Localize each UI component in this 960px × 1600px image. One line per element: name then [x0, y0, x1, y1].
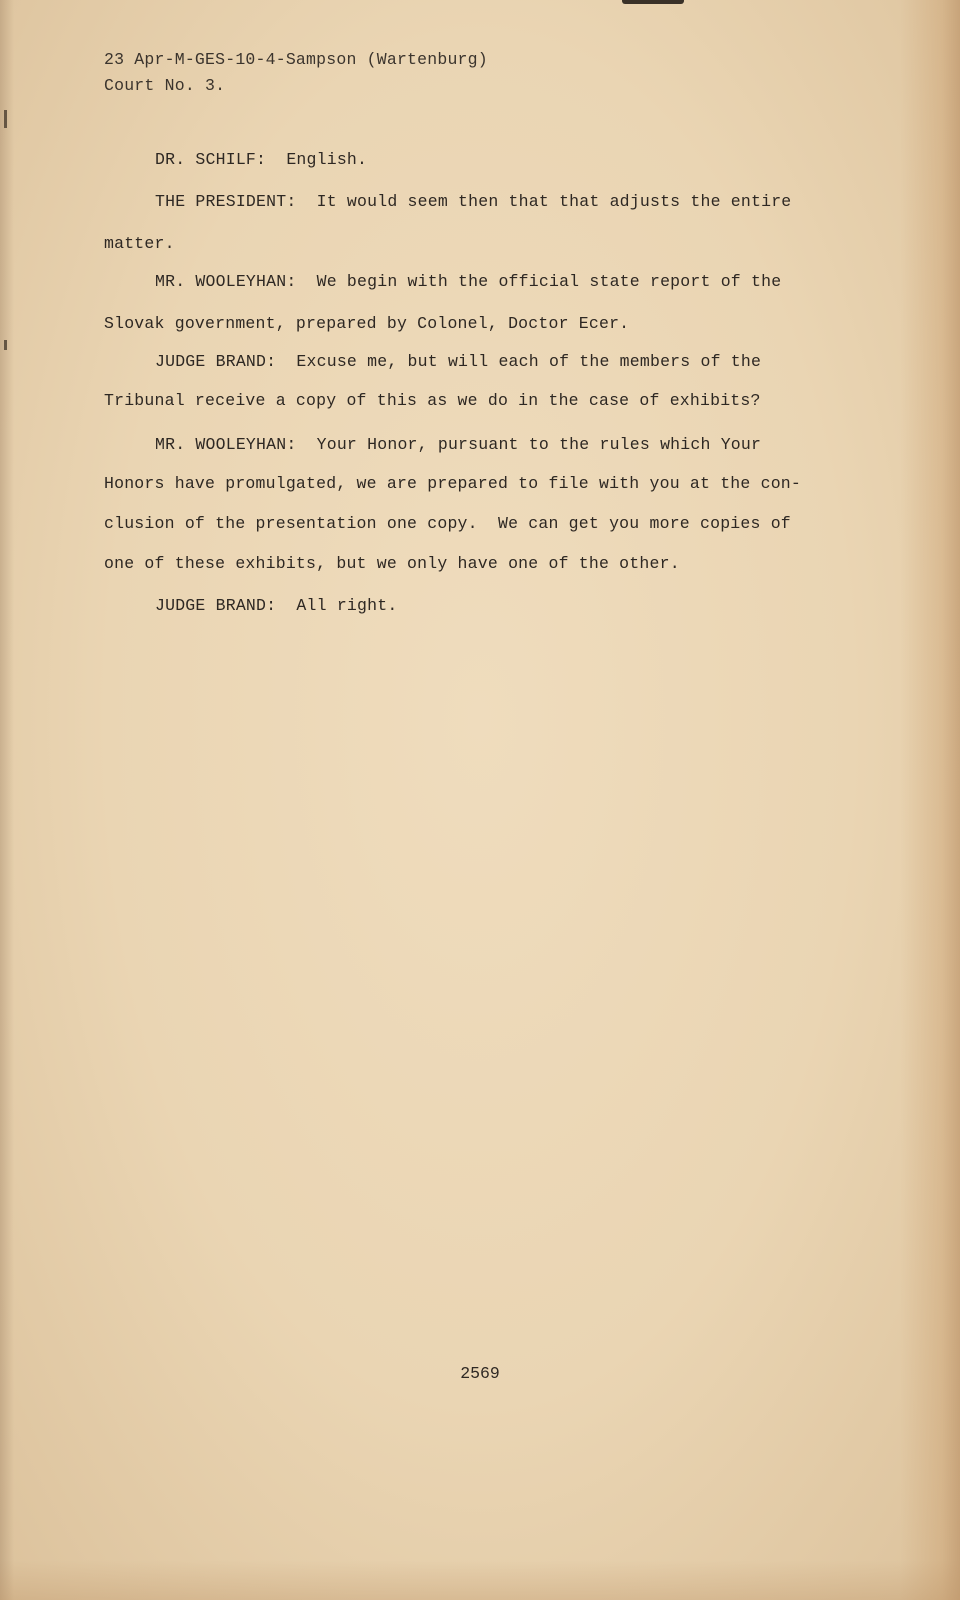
margin-mark	[4, 340, 7, 350]
page-left-shadow	[0, 0, 14, 1600]
transcript-line: JUDGE BRAND: All right.	[155, 596, 398, 615]
transcript-line: Slovak government, prepared by Colonel, Doctor Ecer.	[104, 314, 630, 333]
transcript-line: MR. WOOLEYHAN: We begin with the official state report of the	[155, 272, 782, 291]
transcript-line: THE PRESIDENT: It would seem then that that adjusts the entire	[155, 192, 792, 211]
page-number: 2569	[460, 1364, 500, 1383]
header-case-reference: 23 Apr-M-GES-10-4-Sampson (Wartenburg)	[104, 50, 488, 69]
transcript-line: one of these exhibits, but we only have one of the other.	[104, 554, 680, 573]
page-right-discoloration	[900, 0, 960, 1600]
transcript-line: clusion of the presentation one copy. We can get you more copies of	[104, 514, 791, 533]
transcript-line: DR. SCHILF: English.	[155, 150, 368, 169]
binding-mark	[622, 0, 684, 4]
transcript-line: Honors have promulgated, we are prepared to file with you at the con-	[104, 474, 802, 493]
transcript-line: JUDGE BRAND: Excuse me, but will each of the members of the	[155, 352, 762, 371]
transcript-line: Tribunal receive a copy of this as we do in the case of exhibits?	[104, 391, 761, 410]
transcript-line: MR. WOOLEYHAN: Your Honor, pursuant to the rules which Your	[155, 435, 762, 454]
transcript-line: matter.	[104, 234, 175, 253]
margin-mark	[4, 110, 7, 128]
header-court-number: Court No. 3.	[104, 76, 226, 95]
page-bottom-discoloration	[0, 1560, 960, 1600]
